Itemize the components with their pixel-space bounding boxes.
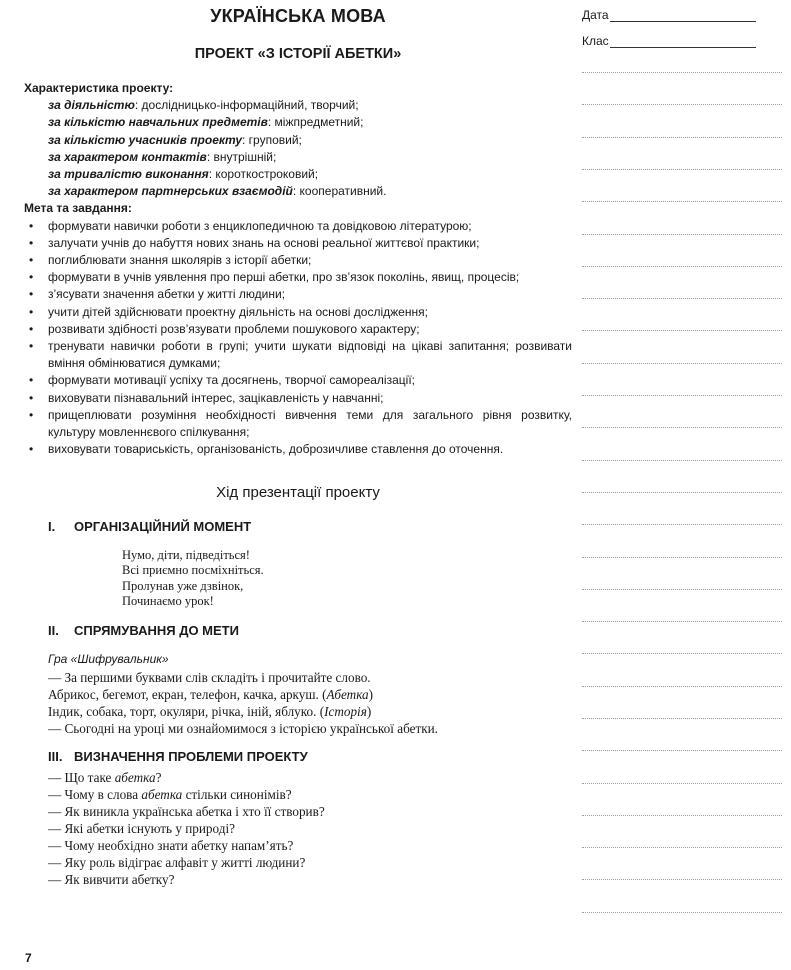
question-line: — Яку роль відіграє алфавіт у житті людини? <box>48 855 306 870</box>
poem-line: Пролунав уже дзвінок, <box>122 578 244 593</box>
subject-title: УКРАЇНСЬКА МОВА <box>210 6 386 26</box>
project-characteristics <box>24 80 572 458</box>
note-line <box>582 718 782 719</box>
goal-item: • виховувати пізнавальний інтерес, зацікавленість у навчанні; <box>24 390 572 407</box>
goal-item: • формувати в учнів уявлення про перші абетки, про зв’язок поколінь, явищ, процесів; <box>24 269 572 286</box>
goal-item: • залучати учнів до набуття нових знань на основі реальної життєвої практики; <box>24 235 572 252</box>
note-line <box>582 137 782 138</box>
note-line <box>582 395 782 396</box>
goal-item: • формувати навички роботи з енциклопедичною та довідковою літературою; <box>24 218 572 235</box>
today-line: — Сьогодні на уроці ми ознайомимося з історією української абетки. <box>48 721 438 736</box>
note-line <box>582 234 782 235</box>
characteristic-line: за діяльністю: дослідницько-інформаційний, творчий; <box>48 98 359 113</box>
note-line <box>582 524 782 525</box>
question-line: — Як виникла українська абетка і хто її створив? <box>48 804 325 819</box>
note-line <box>582 492 782 493</box>
task-line: — За першими буквами слів складіть і прочитайте слово. <box>48 670 371 685</box>
question-line: — Що таке абетка? <box>48 770 162 785</box>
goal-item: • поглиблювати знання школярів з історії абетки; <box>24 252 572 269</box>
note-line <box>582 427 782 428</box>
note-line <box>582 169 782 170</box>
goal-item: • виховувати товариськість, організованість, доброзичливе ставлення до оточення. <box>24 441 572 458</box>
word-line: Індик, собака, торт, окуляри, річка, іній, яблуко. (Історія) <box>48 704 372 719</box>
cipher-game-text <box>48 669 438 737</box>
characteristic-line: за кількістю учасників проекту: груповий; <box>48 132 302 147</box>
note-line <box>582 266 782 267</box>
poem-line: Починаємо урок! <box>122 593 214 608</box>
presentation-title: Хід презентації проекту <box>216 484 380 501</box>
section-heading-3: III. ВИЗНАЧЕННЯ ПРОБЛЕМИ ПРОЕКТУ <box>48 749 308 764</box>
characteristic-line: за характером контактів: внутрішній; <box>48 149 277 164</box>
goal-item: • учити дітей здійснювати проектну діяльність на основі дослідження; <box>24 304 572 321</box>
goal-item: • тренувати навички роботи в групі; учити шукати відповіді на цікаві запитання; розвивати вміння обмінюватися думками; <box>24 338 572 372</box>
question-line: — Які абетки існують у природі? <box>48 821 235 836</box>
class-field[interactable] <box>582 34 609 48</box>
question-line: — Як вивчити абетку? <box>48 872 175 887</box>
note-line <box>582 363 782 364</box>
characteristic-line: за тривалістю виконання: короткостроковий; <box>48 167 319 182</box>
characteristic-line: за характером партнерських взаємодій: кооперативний. <box>48 184 387 199</box>
note-line <box>582 460 782 461</box>
date-field[interactable] <box>582 8 609 22</box>
class-line <box>610 47 756 48</box>
note-line <box>582 783 782 784</box>
note-line <box>582 686 782 687</box>
note-line <box>582 815 782 816</box>
section-heading-2: II. СПРЯМУВАННЯ ДО МЕТИ <box>48 623 239 638</box>
question-line: — Чому в слова абетка стільки синонімів? <box>48 787 292 802</box>
note-line <box>582 879 782 880</box>
note-line <box>582 72 782 73</box>
word-line: Абрикос, бегемот, екран, телефон, качка, аркуш. (Абетка) <box>48 687 374 702</box>
goal-item: • формувати мотивації успіху та досягнень, творчої самореалізації; <box>24 372 572 389</box>
date-label: Дата <box>582 8 609 22</box>
note-line <box>582 653 782 654</box>
note-line <box>582 201 782 202</box>
goals-heading: Мета та завдання: <box>24 201 132 216</box>
question-line: — Чому необхідно знати абетку напам’ять? <box>48 838 294 853</box>
page-number: 7 <box>25 951 32 965</box>
goal-item: • з’ясувати значення абетки у житті людини; <box>24 286 572 303</box>
project-title: ПРОЕКТ «З ІСТОРІЇ АБЕТКИ» <box>194 46 402 62</box>
note-line <box>582 589 782 590</box>
note-line <box>582 557 782 558</box>
characteristic-line: за кількістю навчальних предметів: міжпредметний; <box>48 115 364 130</box>
note-line <box>582 847 782 848</box>
poem-line: Нумо, діти, підведіться! <box>122 548 250 562</box>
problem-questions <box>48 769 325 888</box>
goals-list <box>24 218 572 459</box>
note-line <box>582 330 782 331</box>
note-line <box>582 104 782 105</box>
section-heading-1: I. ОРГАНІЗАЦІЙНИЙ МОМЕНТ <box>48 519 252 534</box>
note-line <box>582 621 782 622</box>
poem-line: Всі приємно посміхніться. <box>122 563 264 578</box>
note-line <box>582 912 782 913</box>
class-label: Клас <box>582 34 609 48</box>
goal-item: • прищеплювати розуміння необхідності вивчення теми для загального рівня розвитку, культуру мовленнєвого спілкування; <box>24 407 572 441</box>
game-label: Гра «Шифрувальник» <box>48 652 169 666</box>
date-line <box>610 21 756 22</box>
goal-item: • розвивати здібності розв’язувати проблеми пошукового характеру; <box>24 321 572 338</box>
note-line <box>582 750 782 751</box>
greeting-poem <box>122 548 264 609</box>
characteristics-heading: Характеристика проекту: <box>24 81 174 95</box>
note-line <box>582 298 782 299</box>
